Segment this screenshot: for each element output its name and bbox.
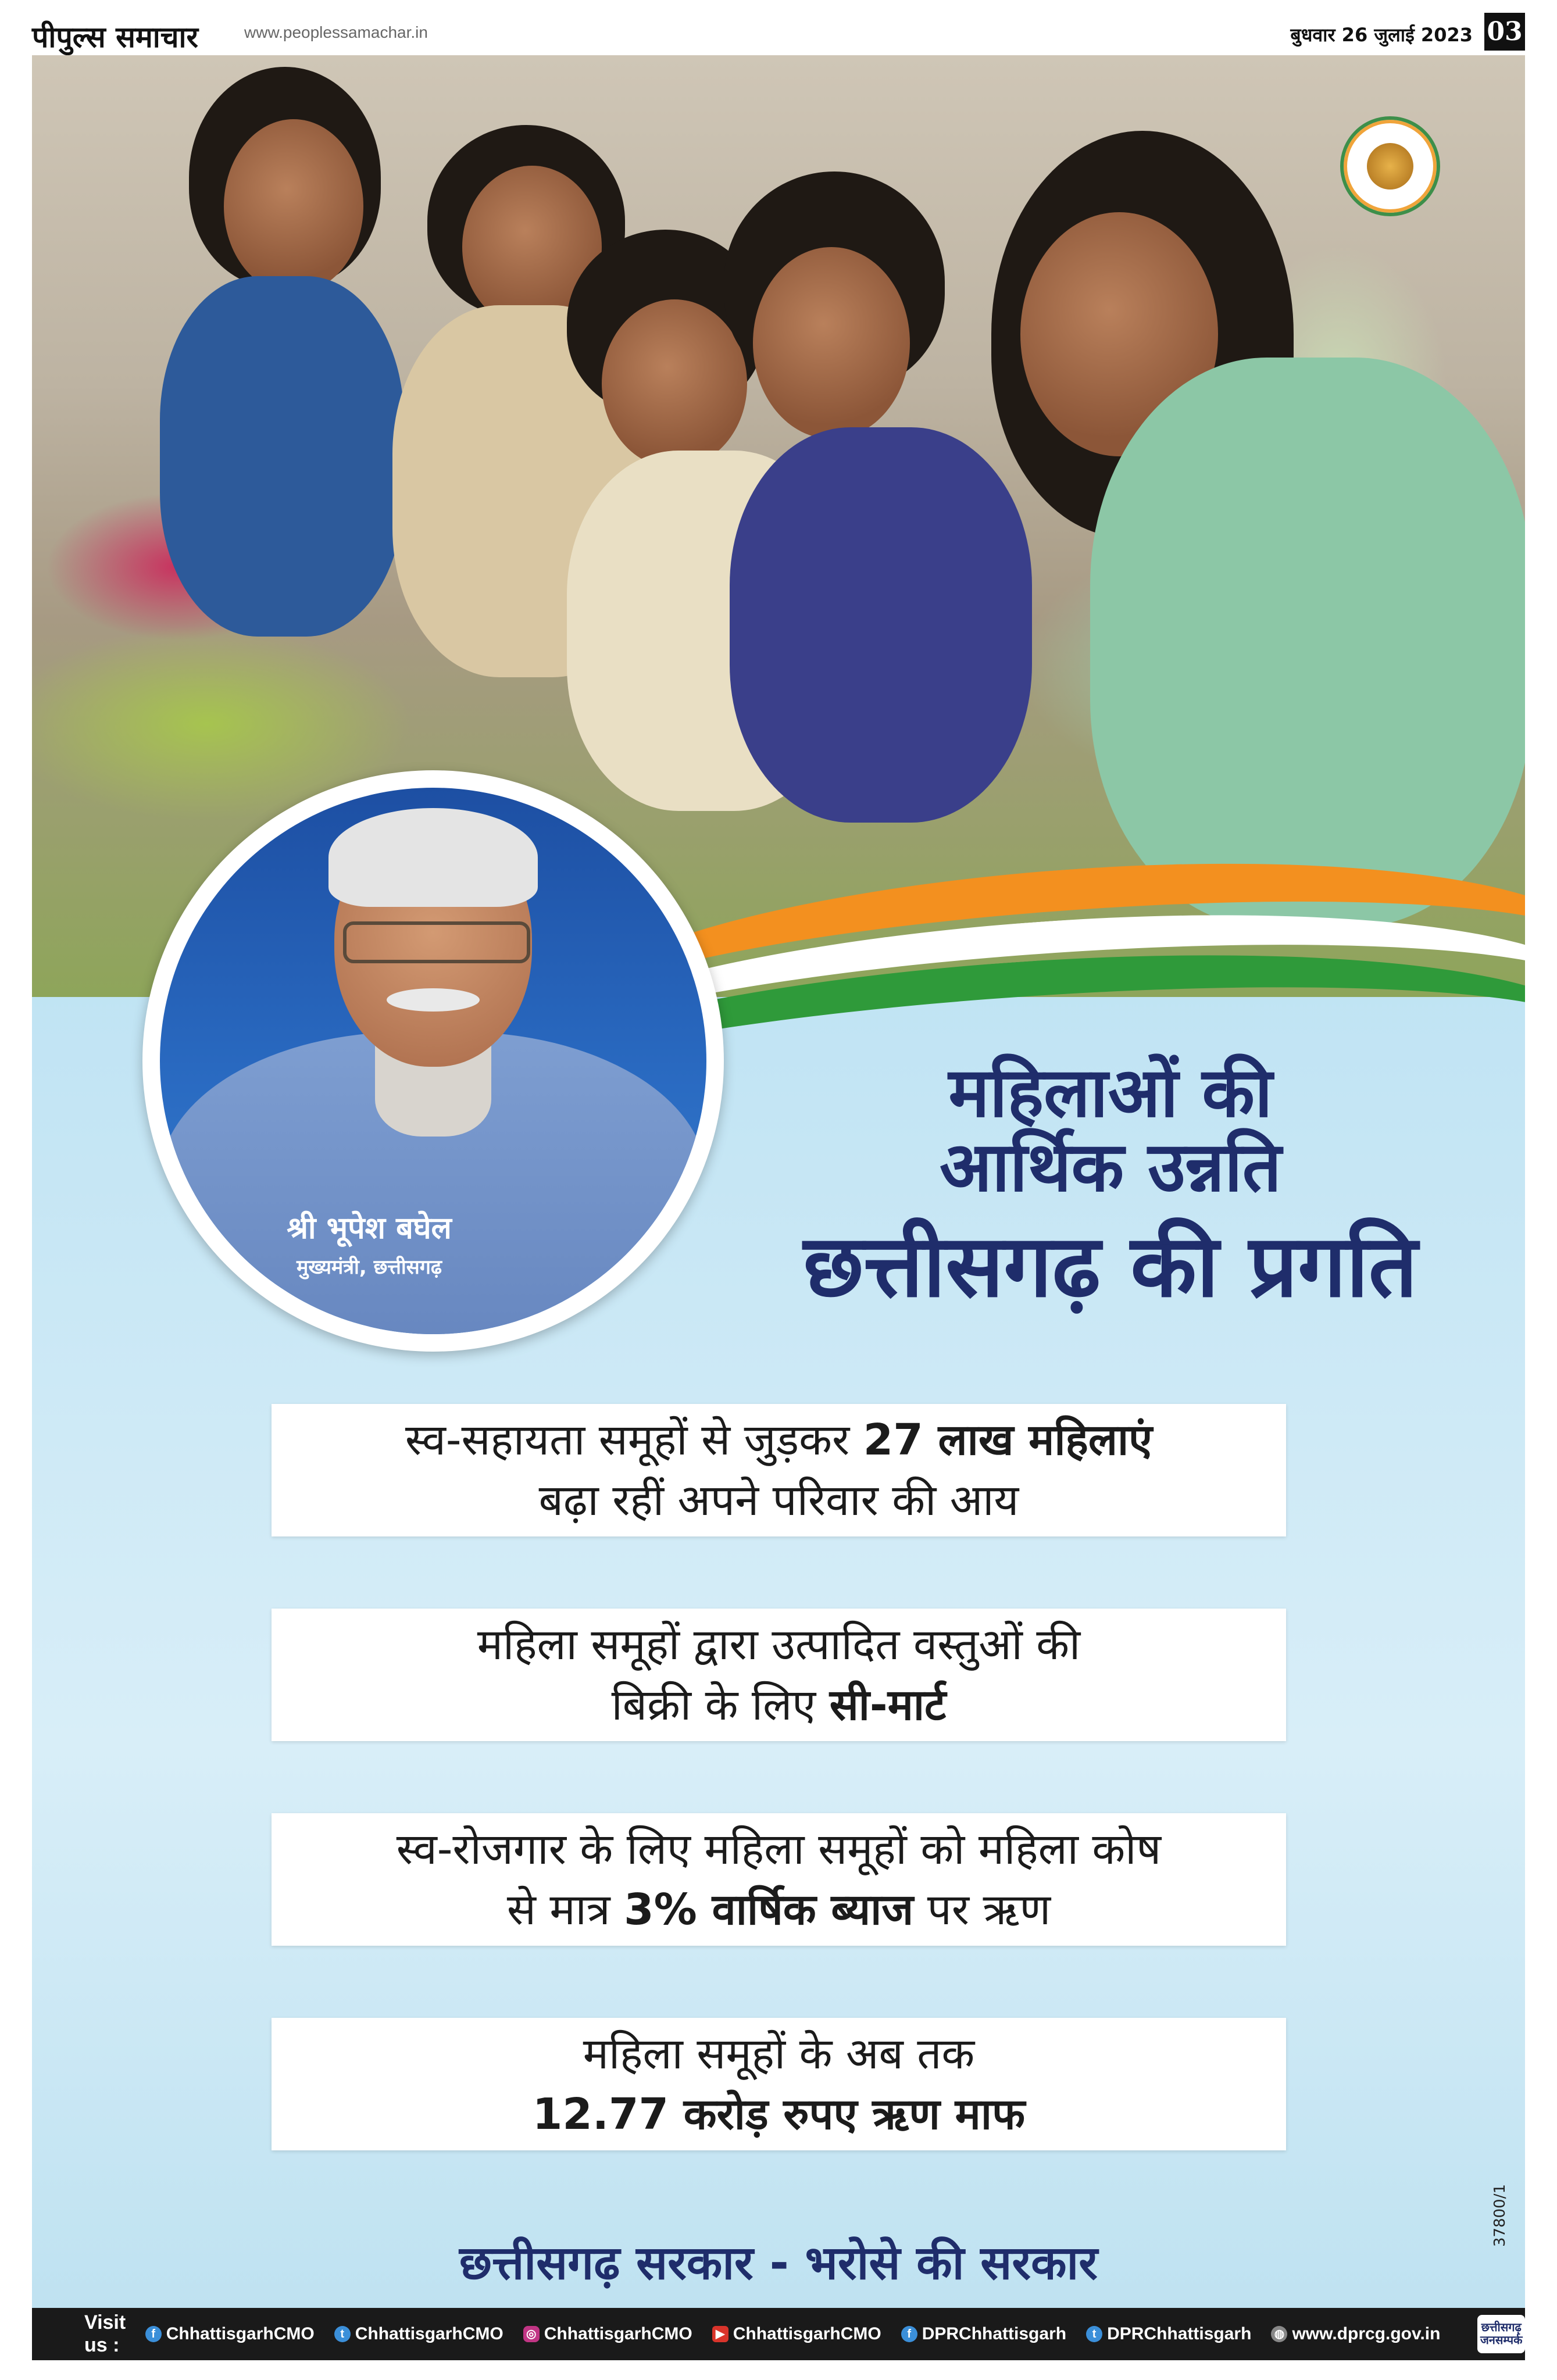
twitter-icon: t — [334, 2326, 351, 2342]
point-box-2 — [272, 1609, 1286, 1741]
website-link: www.dprcg.gov.in — [1292, 2324, 1441, 2343]
point-box-3 — [272, 1813, 1286, 1946]
woman-face — [224, 119, 363, 294]
social-link[interactable] — [334, 2324, 503, 2344]
website-url: www.peoplessamachar.in — [244, 23, 428, 41]
chief-minister-portrait — [142, 770, 724, 1352]
social-link[interactable] — [523, 2324, 692, 2344]
newspaper-header — [0, 0, 1557, 55]
point-box-1 — [272, 1404, 1286, 1536]
government-advertisement — [32, 55, 1525, 2308]
page-number: 03 — [1484, 13, 1525, 51]
glasses — [343, 921, 530, 963]
point-text: से मात्र — [506, 1885, 624, 1935]
twitter-icon: t — [1086, 2326, 1102, 2342]
chhattisgarh-emblem-icon — [1340, 116, 1440, 216]
point-text: स्व-रोजगार के लिए महिला समूहों को महिला कोष — [396, 1824, 1162, 1874]
point-text: महिला समूहों के अब तक — [583, 2029, 975, 2079]
leader-name: श्री भूपेश बघेल — [287, 1211, 452, 1246]
facebook-icon: f — [901, 2326, 917, 2342]
hair — [328, 808, 538, 907]
social-handle: ChhattisgarhCMO — [544, 2324, 692, 2343]
social-handle: ChhattisgarhCMO — [733, 2324, 881, 2343]
jansampark-line: जनसम्पर्क — [1480, 2334, 1523, 2347]
youtube-icon: ▶ — [712, 2326, 728, 2342]
mustache — [387, 988, 480, 1012]
social-link[interactable] — [712, 2324, 881, 2344]
social-handle: DPRChhattisgarh — [922, 2324, 1067, 2343]
headline-line-2: आर्थिक उन्नति — [939, 1127, 1281, 1207]
issue-date: बुधवार 26 जुलाई 2023 — [1290, 24, 1473, 46]
headline — [718, 1052, 1503, 1317]
social-handle: ChhattisgarhCMO — [355, 2324, 503, 2343]
point-text: बिक्री के लिए — [611, 1680, 830, 1730]
social-footer — [32, 2308, 1525, 2360]
social-link[interactable] — [901, 2324, 1066, 2344]
point-text: पर ऋण — [913, 1885, 1051, 1935]
point-highlight: 3% वार्षिक ब्याज — [624, 1885, 914, 1935]
woman-sari — [160, 276, 404, 637]
web-icon: ◍ — [1271, 2326, 1287, 2342]
ad-code: 37800/1 — [1491, 2184, 1509, 2247]
jansampark-line: छत्तीसगढ़ — [1481, 2321, 1522, 2334]
headline-line-1: महिलाओं की — [948, 1052, 1273, 1132]
point-box-4 — [272, 2018, 1286, 2150]
visit-label: Visit us : — [84, 2311, 126, 2356]
headline-line-3: छत्तीसगढ़ की प्रगति — [803, 1216, 1418, 1316]
social-link[interactable] — [145, 2324, 315, 2344]
point-highlight: सी-मार्ट — [829, 1680, 947, 1730]
woman-sari — [1090, 358, 1525, 927]
woman-face — [753, 247, 910, 439]
point-text: बढ़ा रहीं अपने परिवार की आय — [538, 1475, 1019, 1525]
facebook-icon: f — [145, 2326, 162, 2342]
jansampark-logo — [1477, 2315, 1525, 2353]
social-handle: DPRChhattisgarh — [1107, 2324, 1252, 2343]
point-highlight: 12.77 करोड़ रुपए ऋण माफ — [532, 2089, 1026, 2139]
government-slogan: छत्तीसगढ़ सरकार - भरोसे की सरकार — [459, 2236, 1098, 2290]
social-link[interactable] — [1271, 2324, 1440, 2344]
point-highlight: 27 लाख महिलाएं — [863, 1415, 1153, 1465]
leader-title: मुख्यमंत्री, छत्तीसगढ़ — [296, 1256, 442, 1279]
point-text: स्व-सहायता समूहों से जुड़कर — [405, 1415, 863, 1465]
point-text: महिला समूहों द्वारा उत्पादित वस्तुओं की — [477, 1620, 1081, 1670]
social-handle: ChhattisgarhCMO — [166, 2324, 315, 2343]
woman-sari — [730, 427, 1032, 823]
masthead-logo: पीपुल्स समाचार — [32, 20, 198, 54]
instagram-icon: ◎ — [523, 2326, 540, 2342]
woman-face — [602, 299, 747, 468]
social-link[interactable] — [1086, 2324, 1251, 2344]
